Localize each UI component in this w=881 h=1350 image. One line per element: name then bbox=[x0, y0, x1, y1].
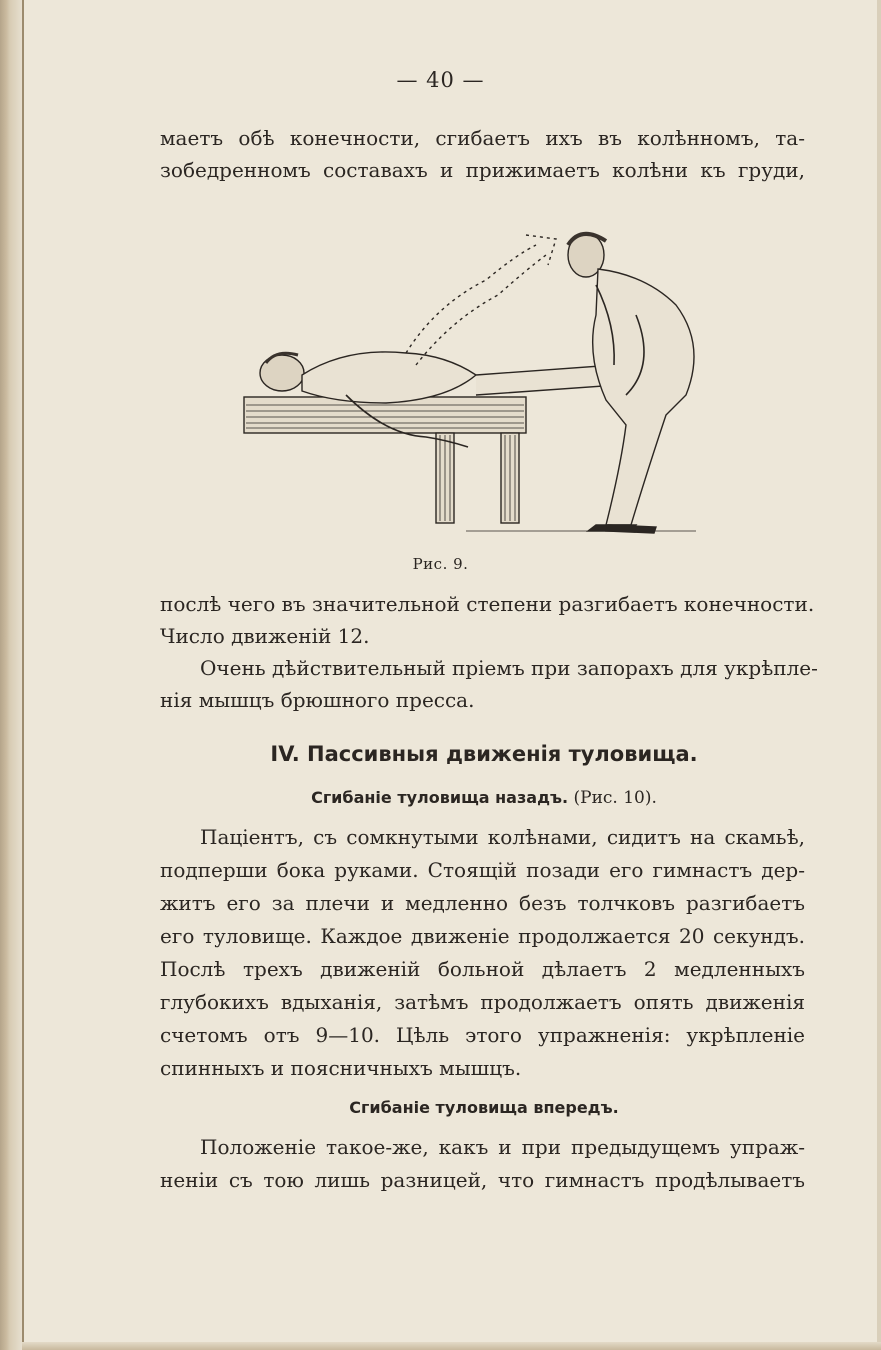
text-line: зобедренномъ составахъ и прижимаетъ колѣни къ груди, bbox=[160, 158, 805, 182]
text-line: житъ его за плечи и медленно безъ толчковъ разгибаетъ bbox=[160, 891, 805, 915]
text-line: ненiи съ тою лишь разницей, что гимнастъ продѣлываетъ bbox=[160, 1168, 805, 1192]
text-line: его туловище. Каждое движенiе продолжается 20 секундъ. bbox=[160, 924, 805, 948]
figure-caption: Рис. 9. bbox=[412, 555, 469, 573]
text-line: подперши бока руками. Стоящiй позади его гимнастъ дер- bbox=[160, 858, 805, 882]
page-right-edge bbox=[877, 0, 881, 1350]
figure-9-illustration bbox=[236, 225, 716, 545]
text-line: Послѣ трехъ движенiй больной дѣлаетъ 2 медленныхъ bbox=[160, 957, 805, 981]
subheading-backward-bend bbox=[0, 788, 881, 808]
text-line: нiя мышцъ брюшного пресса. bbox=[160, 688, 475, 712]
page-number: — 40 — bbox=[396, 68, 485, 92]
subheading-title: Сгибанiе туловища впередъ. bbox=[349, 1098, 619, 1117]
text-line: счетомъ отъ 9—10. Цѣль этого упражненiя: укрѣпленiе bbox=[160, 1023, 805, 1047]
text-line: Очень дѣйствительный прiемъ при запорахъ для укрѣпле- bbox=[200, 656, 818, 680]
text-line: глубокихъ вдыханiя, затѣмъ продолжаетъ опять движенiя bbox=[160, 990, 805, 1014]
section-heading: IV. Пассивныя движенiя туловища. bbox=[270, 742, 698, 766]
figure-reference: (Рис. 10). bbox=[573, 788, 657, 808]
text-line: Пацiентъ, съ сомкнутыми колѣнами, сидитъ на скамьѣ, bbox=[200, 825, 805, 849]
text-line: Число движенiй 12. bbox=[160, 624, 370, 648]
subheading-forward-bend bbox=[0, 1098, 881, 1118]
page-bottom-edge bbox=[22, 1342, 881, 1350]
text-line: Положенiе такое-же, какъ и при предыдущемъ упраж- bbox=[200, 1135, 805, 1159]
text-line: спинныхъ и поясничныхъ мышцъ. bbox=[160, 1056, 522, 1080]
text-line: маетъ обѣ конечности, сгибаетъ ихъ въ колѣнномъ, та- bbox=[160, 126, 805, 150]
page-binding-edge bbox=[0, 0, 24, 1350]
subheading-title: Сгибанiе туловища назадъ. bbox=[311, 788, 569, 807]
text-line: послѣ чего въ значительной степени разгибаетъ конечности. bbox=[160, 592, 815, 616]
